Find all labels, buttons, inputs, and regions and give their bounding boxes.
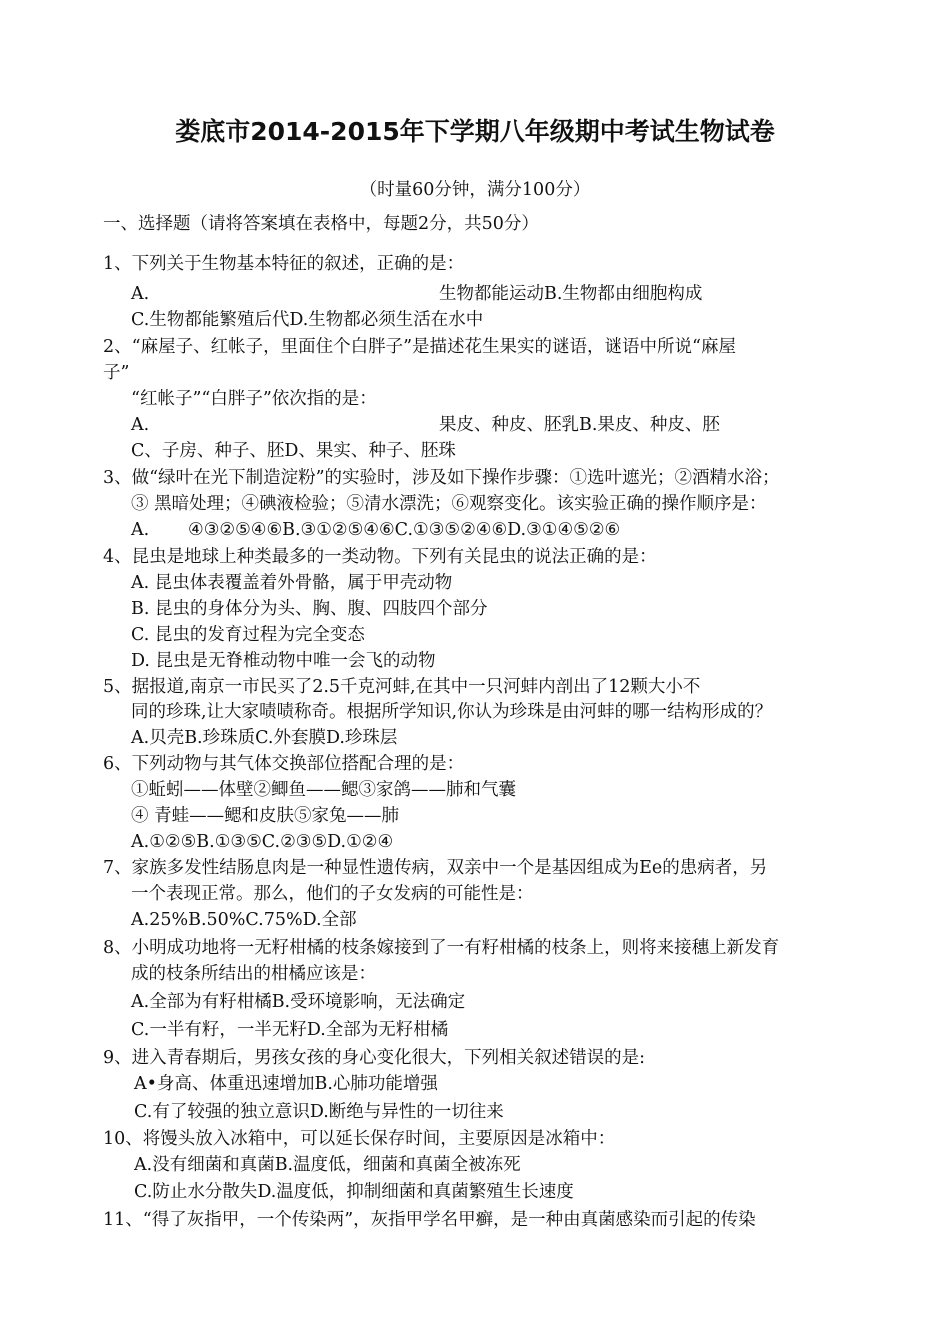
question-6-pairs-line-1: ①蚯蚓——体壁②鲫鱼——鳃③家鸽——肺和气囊 [131, 780, 516, 800]
question-11-stem-line-1: 11、“得了灰指甲，一个传染两”，灰指甲学名甲癣，是一种由真菌感染而引起的传染 [103, 1210, 756, 1230]
question-9-option-cd: C.有了较强的独立意识D.断绝与异性的一切往来 [134, 1102, 504, 1122]
question-8-stem-line-2: 成的枝条所结出的柑橘应该是： [131, 964, 376, 984]
question-9-option-ab: A•身高、体重迅速增加B.心肺功能增强 [134, 1074, 438, 1094]
question-8-option-cd: C.一半有籽，一半无籽D.全部为无籽柑橘 [131, 1020, 449, 1040]
question-6-pairs-line-2: ④ 青蛙——鳃和皮肤⑤家兔——肺 [131, 806, 400, 826]
question-1-option-ab: 生物都能运动B.生物都由细胞构成 [439, 284, 703, 304]
question-2-stem-line-2: 子” [103, 363, 130, 383]
question-8-stem-line-1: 8、小明成功地将一无籽柑橘的枝条嫁接到了一有籽柑橘的枝条上，则将来接穗上新发育 [103, 938, 780, 958]
question-7-options: A.25%B.50%C.75%D.全部 [131, 910, 357, 930]
question-2-option-cd: C、子房、种子、胚D、果实、种子、胚珠 [131, 441, 456, 461]
exam-subtitle: （时量60分钟，满分100分） [359, 180, 591, 200]
question-3-stem-line-2: ③ 黑暗处理；④碘液检验；⑤清水漂洗；⑥观察变化。该实验正确的操作顺序是： [131, 494, 767, 514]
question-4-stem: 4、昆虫是地球上种类最多的一类动物。下列有关昆虫的说法正确的是： [103, 547, 657, 567]
question-8-option-ab: A.全部为有籽柑橘B.受环境影响，无法确定 [131, 992, 466, 1012]
question-2-option-a-label: A. [131, 415, 150, 435]
question-7-stem-line-1: 7、家族多发性结肠息肉是一种显性遗传病，双亲中一个是基因组成为Ee的患病者，另 [103, 858, 768, 878]
question-10-stem: 10、将馒头放入冰箱中，可以延长保存时间，主要原因是冰箱中： [103, 1129, 616, 1149]
question-3-option-a-label: A. [131, 520, 150, 540]
question-1-option-a-label: A. [131, 284, 150, 304]
question-4-option-c: C. 昆虫的发育过程为完全变态 [131, 625, 365, 645]
question-3-options: ④③②⑤④⑥B.③①②⑤④⑥C.①③⑤②④⑥D.③①④⑤②⑥ [188, 520, 621, 540]
question-5-options: A.贝壳B.珍珠质C.外套膜D.珍珠层 [131, 728, 398, 748]
question-4-option-d: D. 昆虫是无脊椎动物中唯一会飞的动物 [131, 651, 436, 671]
question-2-stem-line-3: “红帐子”“白胖子”依次指的是： [131, 389, 377, 409]
question-2-stem-line-1: 2、“麻屋子、红帐子，里面住个白胖子”是描述花生果实的谜语，谜语中所说“麻屋 [103, 337, 736, 357]
question-1-stem: 1、下列关于生物基本特征的叙述，正确的是： [103, 254, 465, 274]
question-2-option-ab: 果皮、种皮、胚乳B.果皮、种皮、胚 [439, 415, 720, 435]
question-9-stem: 9、进入青春期后，男孩女孩的身心变化很大，下列相关叙述错误的是: [103, 1048, 646, 1068]
question-10-option-ab: A.没有细菌和真菌B.温度低，细菌和真菌全被冻死 [134, 1155, 521, 1175]
section-heading: 一、选择题（请将答案填在表格中，每题2分，共50分） [103, 214, 539, 234]
question-6-stem: 6、下列动物与其气体交换部位搭配合理的是： [103, 754, 465, 774]
question-3-stem-line-1: 3、做“绿叶在光下制造淀粉”的实验时，涉及如下操作步骤：①选叶遮光；②酒精水浴； [103, 468, 780, 488]
question-10-option-cd: C.防止水分散失D.温度低，抑制细菌和真菌繁殖生长速度 [134, 1182, 574, 1202]
question-6-options: A.①②⑤B.①③⑤C.②③⑤D.①②④ [131, 832, 394, 852]
question-4-option-b: B. 昆虫的身体分为头、胸、腹、四肢四个部分 [131, 599, 488, 619]
question-1-option-cd: C.生物都能繁殖后代D.生物都必须生活在水中 [131, 310, 484, 330]
exam-title: 娄底市2014-2015年下学期八年级期中考试生物试卷 [175, 117, 775, 146]
question-5-stem-line-1: 5、据报道,南京一市民买了2.5千克河蚌,在其中一只河蚌内剖出了12颗大小不 [103, 677, 701, 697]
question-4-option-a: A. 昆虫体表覆盖着外骨骼，属于甲壳动物 [131, 573, 453, 593]
question-7-stem-line-2: 一个表现正常。那么，他们的子女发病的可能性是： [131, 884, 534, 904]
question-5-stem-line-2: 同的珍珠,让大家啧啧称奇。根据所学知识,你认为珍珠是由河蚌的哪一结构形成的？ [131, 702, 773, 722]
